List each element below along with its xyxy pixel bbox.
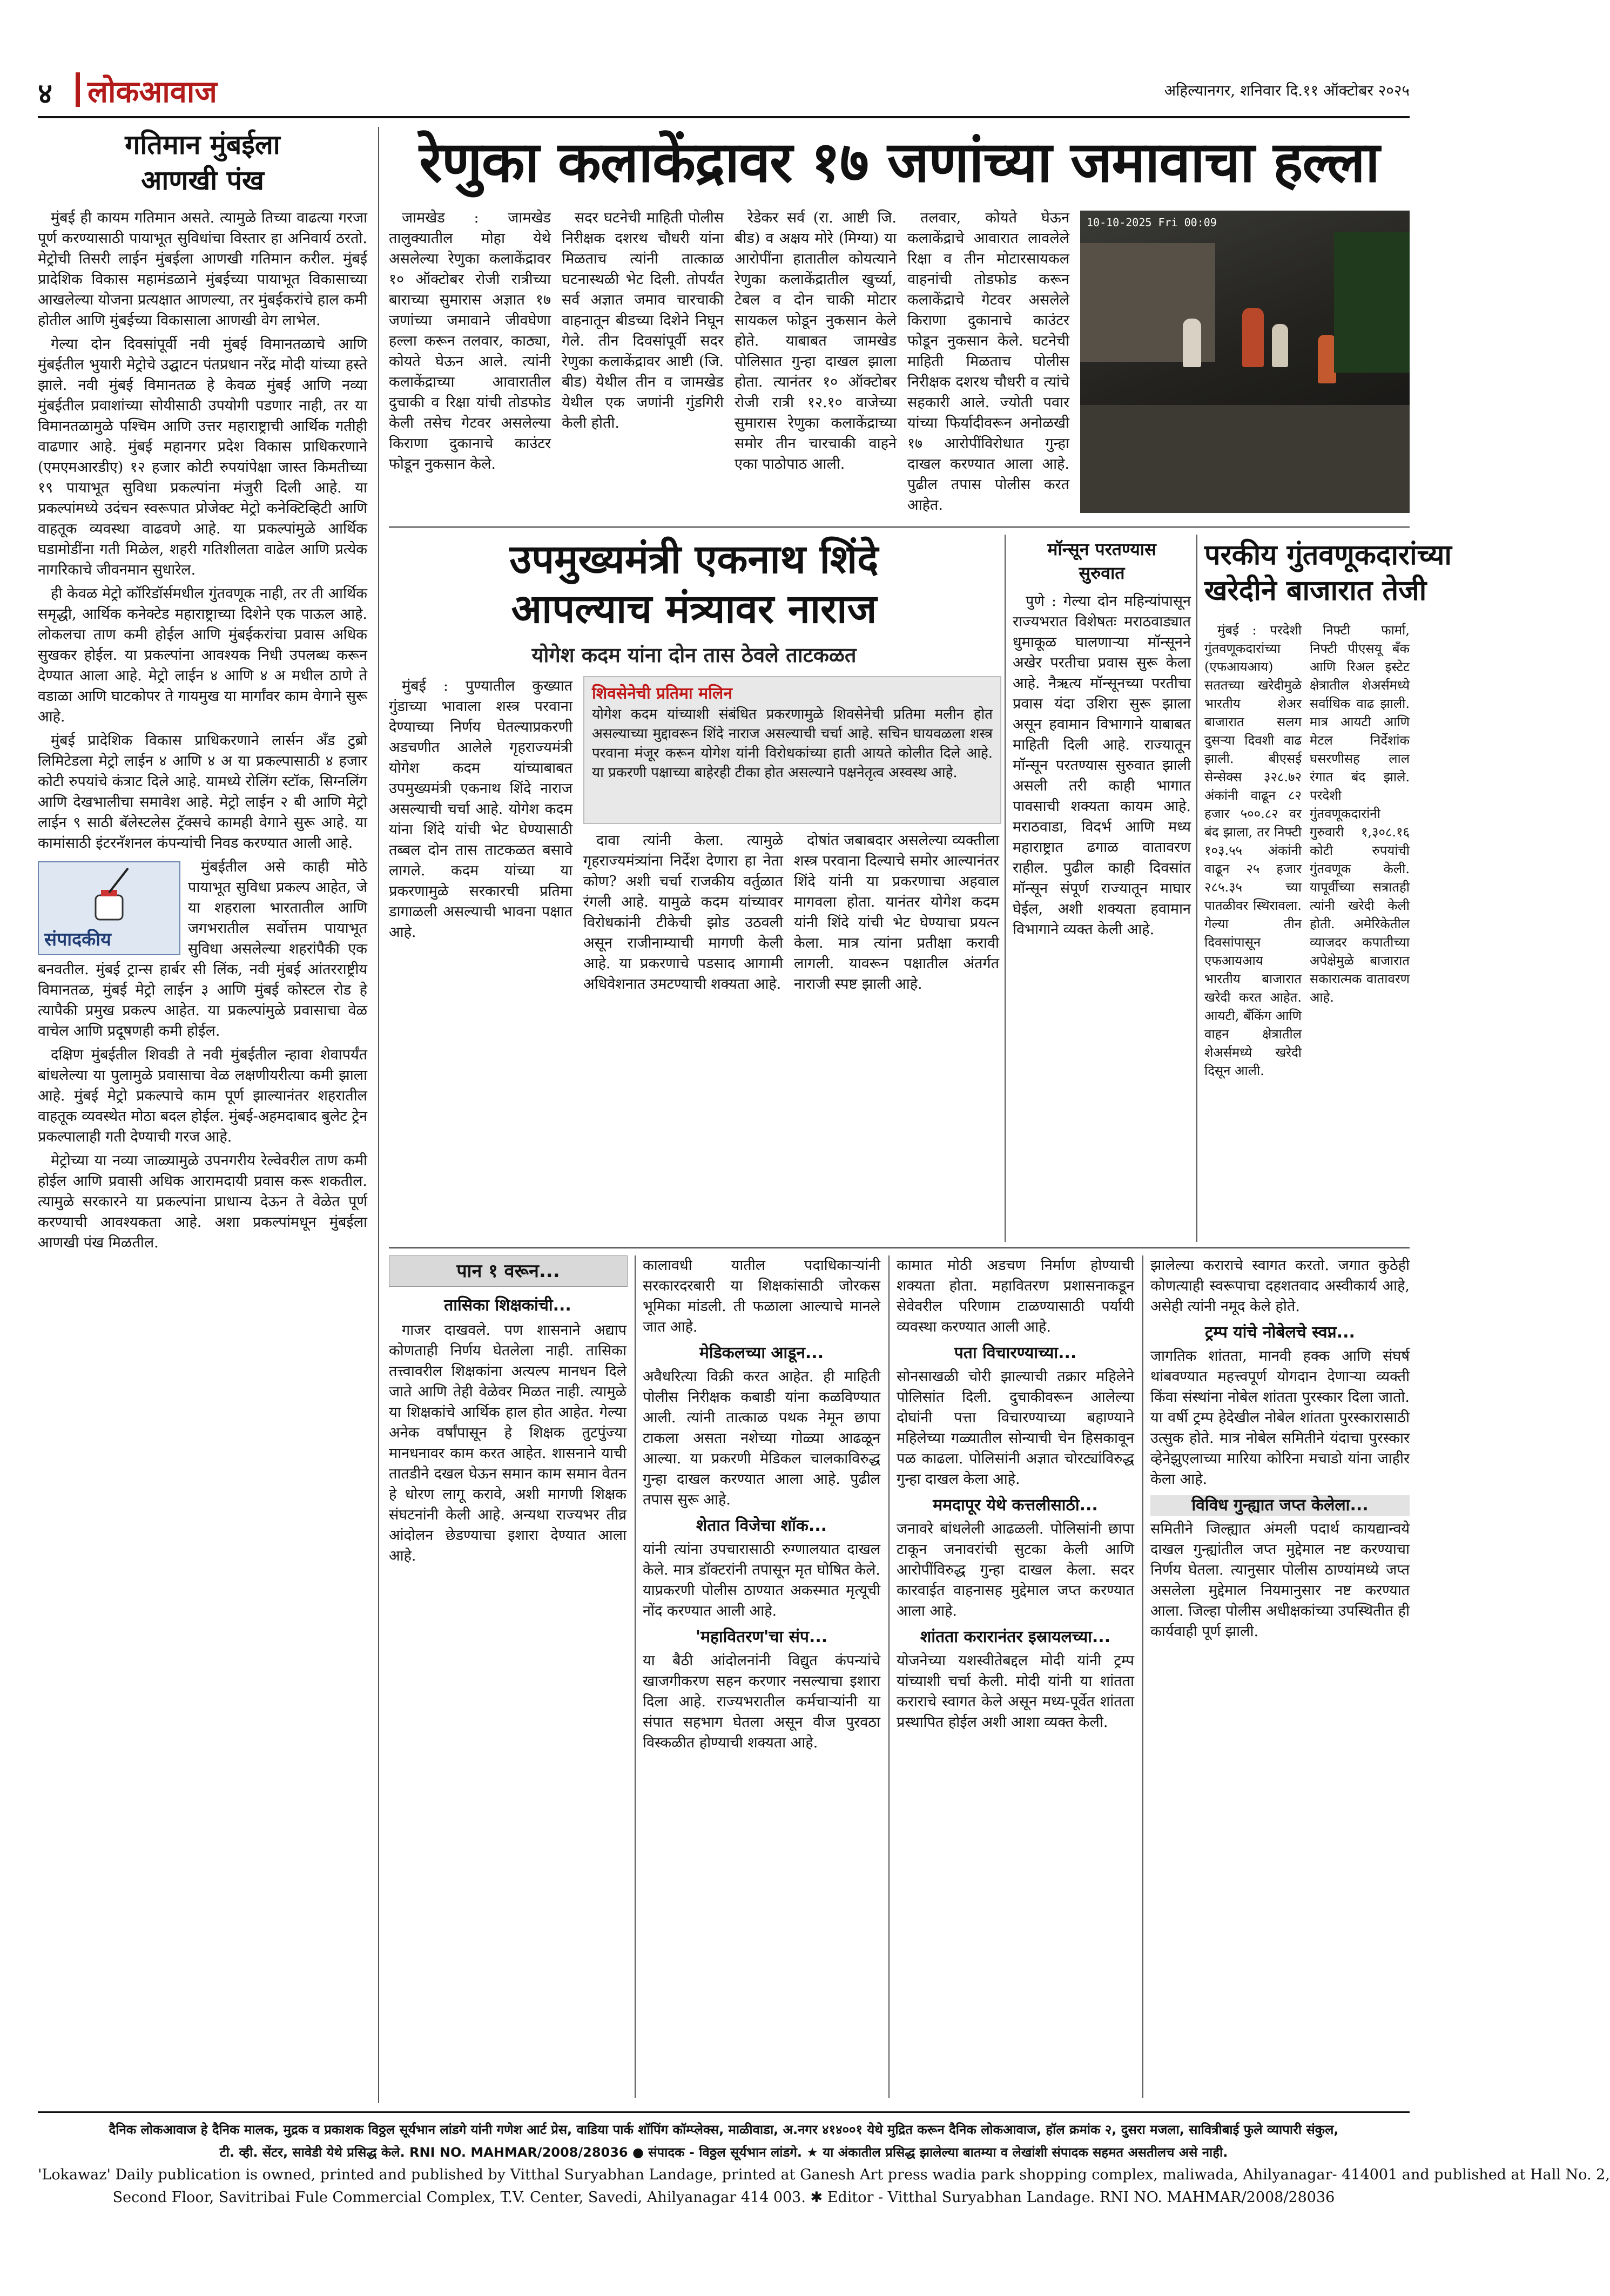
editorial-paragraph: मुंबई प्रादेशिक विकास प्राधिकरणाने लार्सन अँड टुब्रो लिमिटेडला मेट्रो लाईन ४ आणि ४ अ या प्रकल्पासाठी ४ हजार कोटी रुपयांचे कंत्राट दिले आहे. यामध्ये रोलिंग स्टॉक, सिग्नलिंग आणि देखभालीचा समावेश आहे. मेट्रो लाईन २ बी आणि मेट्रो लाईन ९ साठी बॅलेस्टलेस ट्रॅक्सचे कामही वेगाने सुरू आहे. या कामांसाठी इंटरनॅशनल कंपन्यांची निवड करण्यात आली आहे. [38,732,367,852]
continuation-label [389,1255,628,1287]
fi-col-1 [1204,621,1302,1237]
shinde-paragraph: दोषांत जबाबदार असलेल्या व्यक्तीला शस्त्र परवाना दिल्याचे समोर आल्यानंतर शिंदे यांनी या प्रकरणाचा अहवाल मागवला होता. यानंतर योगेश कदम यांनी शिंदे यांची भेट घेण्याचा प्रयत्न केला. मात्र त्यांना प्रतीक्षा करावी लागली. यावरून पक्षातील अंतर्गत नाराजी स्पष्ट झाली आहे. [794,832,999,992]
cont-paragraph: कामात मोठी अडचण निर्माण होण्याची शक्यता होता. महावितरण प्रशासनाकडून सेवेवरील परिणाम टाळण्यासाठी पर्यायी व्यवस्था करण्यात आली आहे. [897,1257,1134,1335]
editorial-logo [38,861,180,955]
cont-col-1 [389,1293,627,2098]
imprint-line-1: दैनिक लोकआवाज हे दैनिक मालक, मुद्रक व प्रकाशक विठ्ठल सूर्यभान लांडगे यांनी गणेश आर्ट प्रेस, वाडिया पार्क शॉपिंग कॉम्प्लेक्स, माळीवाडा, अ.नगर ४१४००१ येथे मुद्रित करून दैनिक लोकआवाज, हॉल क्रमांक २, दुसरा मजला, सावित्रीबाई फुले व्यापारी संकुल, [109,2122,1339,2137]
inkpot-pen-icon [77,866,142,930]
shinde-sidebar [583,676,1001,824]
editorial-paragraph: मुंबई ही कायम गतिमान असते. त्यामुळे तिच्या वाढत्या गरजा पूर्ण करण्यासाठी पायाभूत सुविधांचा विस्तार हा अनिवार्य ठरतो. मेट्रोची तिसरी लाईन मुंबईला आणखी गतिमान करील. मुंबई प्रादेशिक विकास महामंडळाने मुंबईच्या पायाभूत विकासाच्या आखलेल्या योजना प्रत्यक्षात आणल्या, तर मुंबईकरांचे हाल कमी होतील आणि मुंबईच्या विकासाला आणखी वेग लाभेल. [38,210,367,329]
shinde-headline-line2: आपल्याच मंत्र्यावर नाराज [511,586,877,632]
lead-paragraph: रेडेकर सर्व (रा. आष्टी जि. बीड) व अक्षय मोरे (मिग्या) या आरोपींना हातातील कोयत्याने रेणुका कलाकेंद्रातील खुर्च्या, टेबल व दोन चाकी मोटार सायकल फोडून नुकसान केले होते. याबाबत जामखेड पोलिसात गुन्हा दाखल झाला होता. त्यानंतर १० ऑक्टोबर रोजी रात्री १२.१० वाजेच्या सुमारास रेणुका कलाकेंद्राच्या समोर तीन चारचाकी वाहने एका पाठोपाठ आली. [735,210,897,472]
continuation-section [389,1255,1410,2103]
shinde-headline [389,535,999,634]
cont-col-2 [643,1255,880,2098]
paper-name: लोकआवाज [87,75,217,110]
shinde-paragraph: मुंबई : पुण्यातील कुख्यात गुंडाच्या भावाला शस्त्र परवाना देण्याच्या निर्णय घेतल्याप्रकरणी अडचणीत आलेले गृहराज्यमंत्री योगेश कदम यांच्याबाबत उपमुख्यमंत्री एकनाथ शिंदे नाराज असल्याची चर्चा आहे. योगेश कदम यांना शिंदे यांची भेट घेण्यासाठी तब्बल दोन तास ताटकळत बसावे लागले. कदम यांच्या या प्रकरणामुळे सरकारची प्रतिमा डागाळली असल्याची भावना पक्षात आहे. [389,678,572,941]
cont-title: ट्रम्प यांचे नोबेलचे स्वप्न... [1205,1323,1355,1342]
fi-paragraph: निफ्टी फार्मा, निफ्टी पीएसयू बँक आणि रिअल इस्टेट क्षेत्रातील शेअर्समध्ये सर्वाधिक वाढ झाली. मात्र आयटी आणि मेटल निर्देशांक घसरणीसह लाल रंगात बंद झाले. परदेशी गुंतवणूकदारांनी गुरुवारी १,३०८.१६ कोटी रुपयांची गुंतवणूक केली. यापूर्वीच्या सत्रातही त्यांनी खरेदी केली होती. अमेरिकेतील व्याजदर कपातीच्या अपेक्षेमुळे बाजारात सकारात्मक वातावरण आहे. [1310,623,1410,1005]
shinde-col-2 [583,830,783,1238]
imprint-line-4: Second Floor, Savitribai Fule Commercial Complex, T.V. Center, Savedi, Ahilyanagar 414 003. ✱ Editor - Vitthal Suryabhan Landage. RNI NO. MAHMAR/2008/28036 [112,2189,1335,2206]
continuation-label-text: पान १ वरून... [456,1260,560,1282]
shinde-paragraph: दावा त्यांनी केला. त्यामुळे गृहराज्यमंत्र्यांना निर्देश देणारा हा नेता कोण? अशी चर्चा राजकीय वर्तुळात रंगली आहे. यामुळे कदम यांच्यावर विरोधकांनी टीकेची झोड उठवली असून राजीनाम्याची मागणी केली आहे. या प्रकरणाचे पडसाद आगामी अधिवेशनात उमटण्याची शक्यता आहे. [583,832,783,992]
cont-col-3 [897,1255,1134,2098]
editorial-title-line2: आणखी पंख [141,165,264,196]
cont-paragraph: सोनसाखळी चोरी झाल्याची तक्रार महिलेने पोलिसांत दिली. दुचाकीवरून आलेल्या दोघांनी पत्ता विचारण्याच्या बहाण्याने महिलेच्या गळ्यातील सोन्याची चेन हिसकावून पळ काढला. पोलिसांनी अज्ञात चोरट्यांविरुद्ध गुन्हा दाखल केला आहे. [897,1368,1134,1488]
editorial-title-line1: गतिमान मुंबईला [125,129,280,160]
editorial-paragraph: मेट्रोच्या या नव्या जाळ्यामुळे उपनगरीय रेल्वेवरील ताण कमी होईल आणि प्रवासी अधिक आरामदायी प्रवास करू शकतील. त्यामुळे सरकारने या प्रकल्पांना प्राधान्य देऊन ते वेळेत पूर्ण करण्याची आवश्यकता आहे. अशा प्रकल्पांमधून मुंबईला आणखी पंख मिळतील. [38,1152,367,1251]
page-number: ४ [38,78,53,110]
lead-col-1 [389,208,551,516]
cont-col-4 [1150,1255,1410,2098]
imprint-line-3: 'Lokawaz' Daily publication is owned, printed and published by Vitthal Suryabhan Landage, printed at Ganesh Art press wadia park shopping complex, maliwada, Ahilyanagar- 414001 and published at Hall No. 2, [38,2166,1610,2183]
editorial-body [38,208,367,2103]
lead-paragraph: तलवार, कोयते घेऊन कलाकेंद्राचे आवारात लावलेले रिक्षा व तीन मोटारसायकल वाहनांची तोडफोड करून कलाकेंद्राचे गेटवर असलेले किराणा दुकानाचे काउंटर फोडून नुकसान केले. घटनेची माहिती मिळताच पोलीस निरीक्षक दशरथ चौधरी व त्यांचे सहकारी आले. ज्योती पवार यांच्या फिर्यादीवरून अनोळखी १७ आरोपींविरोधात गुन्हा दाखल करण्यात आला आहे. पुढील तपास पोलीस करत आहेत. [907,210,1069,514]
monsoon-title-line2: सुरुवात [1079,563,1125,583]
cont-title: 'महावितरण'चा संप... [695,1628,828,1646]
monsoon-body-col [1013,591,1191,1239]
cont-paragraph: योजनेच्या यशस्वीतेबद्दल मोदी यांनी ट्रम्प यांच्याशी चर्चा केली. मोदी यांनी या शांतता कराराचे स्वागत केले असून मध्य-पूर्वेत शांतता प्रस्थापित होईल अशी आशा व्यक्त केली. [897,1652,1134,1731]
monsoon-title-line1: मॉन्सून परतण्यास [1047,539,1156,559]
lead-col-3 [735,208,897,516]
masthead [38,70,1410,113]
imprint-line-2: टी. व्ही. सेंटर, सावेडी येथे प्रसिद्ध केले. RNI NO. MAHMAR/2008/28036 ● संपादक - विठ्ठल सूर्यभान लांडगे. ★ या अंकातील प्रसिद्ध झालेल्या बातम्या व लेखांशी संपादक सहमत असतीलच असे नाही. [219,2145,1228,2160]
cont-title: पता विचारण्याच्या... [954,1343,1077,1362]
cont-paragraph: अवैधरित्या विक्री करत आहेत. ही माहिती पोलीस निरीक्षक कबाडी यांना कळविण्यात आली. त्यांनी तात्काळ पथक नेमून छापा टाकला असता नशेच्या गोळ्या आढळून आल्या. या प्रकरणी मेडिकल चालकाविरुद्ध गुन्हा दाखल करण्यात आला आहे. पुढील तपास सुरू आहे. [643,1368,880,1508]
cont-paragraph: झालेल्या कराराचे स्वागत करतो. जगात कुठेही कोणत्याही स्वरूपाचा दहशतवाद अस्वीकार्य आहे, असेही त्यांनी नमूद केले होते. [1150,1257,1410,1315]
editorial-title [38,127,367,198]
cont-title: मेडिकलच्या आडून... [699,1343,824,1362]
lead-paragraph: जामखेड : जामखेड तालुक्यातील मोहा येथे असलेल्या रेणुका कलाकेंद्रावर १० ऑक्टोबर रोजी रात्रीच्या बाराच्या सुमारास अज्ञात १७ जणांच्या जमावाने जीवघेणा हल्ला करून तलवार, काठ्या, कोयते घेऊन आले. त्यांनी कलाकेंद्राच्या आवारातील दुचाकी व रिक्षा यांची तोडफोड केली तसेच गेटवर असलेल्या किराणा दुकानाचे काउंटर फोडून नुकसान केले. [389,210,551,472]
cont-paragraph: जागतिक शांतता, मानवी हक्क आणि संघर्ष थांबवण्यात महत्त्वपूर्ण योगदान देणाऱ्या व्यक्ती किंवा संस्थांना नोबेल शांतता पुरस्कार दिला जातो. या वर्षी ट्रम्प हेदेखील नोबेल शांतता पुरस्कारासाठी उत्सुक होते. मात्र नोबेल समितीने यंदाचा पुरस्कार व्हेनेझुएलाच्या मारिया कोरिना मचाडो यांना जाहीर केला आहे. [1150,1348,1410,1488]
fi-paragraph: मुंबई : परदेशी गुंतवणूकदारांच्या (एफआयआय) सततच्या खरेदीमुळे भारतीय शेअर बाजारात सलग दुसऱ्या दिवशी वाढ झाली. बीएसई सेन्सेक्स ३२८.७२ अंकांनी वाढून ८२ हजार ५००.८२ वर बंद झाला, तर निफ्टी १०३.५५ अंकांनी वाढून २५ हजार २८५.३५ च्या पातळीवर स्थिरावला. गेल्या तीन दिवसांपासून एफआयआय भारतीय बाजारात खरेदी करत आहेत. आयटी, बँकिंग आणि वाहन क्षेत्रातील शेअर्समध्ये खरेदी दिसून आली. [1204,623,1302,1078]
cont-title: शेतात विजेचा शॉक... [696,1516,827,1535]
fi-col-2 [1310,621,1410,1237]
editorial-paragraph: गेल्या दोन दिवसांपूर्वी नवी मुंबई विमानतळाचे आणि मुंबईतील भुयारी मेट्रोचे उद्घाटन पंतप्रधान नरेंद्र मोदी यांच्या हस्ते झाले. नवी मुंबई विमानतळ हे केवळ मुंबई आणि नव्या मुंबईतील प्रवाशांच्या सोयीसाठी उपयोगी पडणार नाही, तर या विमानतळामुळे पश्चिम आणि उत्तर महाराष्ट्राची आर्थिक गतीही वाढणार आहे. मुंबई महानगर प्रदेश विकास प्राधिकरणाने (एमएमआरडीए) १२ हजार कोटी रुपयांपेक्षा जास्त किमतीच्या १९ पायाभूत सुविधा प्रकल्पांना मंजुरी दिली आहे. या प्रकल्पांमध्ये उदंचन स्वरूपात प्रोजेक्ट मेट्रो कनेक्टिव्हिटी आणि वाहतूक व्यवस्था वाढवणे आहे. या प्रकल्पांमुळे आर्थिक घडामोडींना गती मिळेल, शहरी गतिशीलता वाढेल आणि प्रत्येक नागरिकाचे जीवनमान सुधारेल. [38,336,367,578]
editorial-paragraph: ही केवळ मेट्रो कॉरिडॉर्समधील गुंतवणूक नाही, तर ती आर्थिक समृद्धी, आर्थिक कनेक्टेड महाराष्ट्राच्या दिशेने एक पाऊल आहे. लोकलचा ताण कमी होईल आणि मुंबईकरांचा प्रवास अधिक सुखकर होईल. या प्रकल्पांना आवश्यक निधी उपलब्ध करून देण्यात आला आहे. मेट्रो लाईन ४ आणि ४ अ मधील ठाणे ते वडाळा आणि घाटकोपर ते गायमुख या मार्गांवर काम वेगाने सुरू आहे. [38,585,367,725]
lead-col-2 [562,208,724,516]
sidebar-title: शिवसेनेची प्रतिमा मलिन [592,684,732,703]
lead-headline: रेणुका कलाकेंद्रावर १७ जणांच्या जमावाचा हल्ला [419,129,1379,195]
shinde-deck: योगेश कदम यांना दोन तास ठेवले ताटकळत [531,643,857,667]
fi-headline-line1: परकीय गुंतवणूकदारांच्या [1204,539,1452,571]
dateline: अहिल्यानगर, शनिवार दि.११ ऑक्टोबर २०२५ [1164,82,1410,99]
cont-paragraph: यांनी त्यांना उपचारासाठी रुग्णालयात दाखल केले. मात्र डॉक्टरांनी तपासून मृत घोषित केले. याप्रकरणी पोलीस ठाण्यात अकस्मात मृत्यूची नोंद करण्यात आली आहे. [643,1541,880,1619]
editorial [38,127,367,2103]
lead-paragraph: सदर घटनेची माहिती पोलीस निरीक्षक दशरथ चौधरी यांना मिळताच त्यांनी तात्काळ घटनास्थळी भेट दिली. तोपर्यंत सर्व अज्ञात जमाव चारचाकी वाहनातून बीडच्या दिशेने निघून गेले. तीन दिवसांपूर्वी सदर रेणुका कलाकेंद्रावर आष्टी (जि. बीड) येथील तीन व जामखेड येथील एक जणांनी गुंडगिरी केली होती. [562,210,724,431]
sidebar-body: योगेश कदम यांच्याशी संबंधित प्रकरणामुळे शिवसेनेची प्रतिमा मलीन होत असल्याच्या मुद्दावरून शिंदे नाराज असल्याची चर्चा आहे. सचिन घायवळला शस्त्र परवाना मंजूर करून योगेश यांनी विरोधकांच्या हाती आयते कोलीत दिले आहे. या प्रकरणी पक्षाच्या बाहेरही टीका होत असल्याने पक्षनेतृत्व अस्वस्थ आहे. [592,706,993,781]
shinde-story [389,535,999,1242]
cont-paragraph: या बैठी आंदोलनांनी विद्युत कंपन्यांचे खाजगीकरण सहन करणार नसल्याचा इशारा दिला आहे. राज्यभरातील कर्मचाऱ्यांनी या संपात सहभाग घेतला असून वीज पुरवठा विस्कळीत होण्याची शक्यता आहे. [643,1652,880,1751]
lead-story [389,127,1410,521]
editorial-paragraph: मुंबईतील असे काही मोठे पायाभूत सुविधा प्रकल्प आहेत, जे या शहराला भारतातील आणि जगभरातील सर्वोत्तम पायाभूत सुविधा असलेल्या शहरांपैकी एक बनवतील. मुंबई ट्रान्स हार्बर सी लिंक, नवी मुंबई आंतरराष्ट्रीय विमानतळ, मुंबई मेट्रो लाईन ३ आणि मुंबई कोस्टल रोड हे त्यापैकी प्रमुख प्रकल्प आहेत. या प्रकल्पांमुळे प्रवासाचा वेळ वाचेल आणि प्रदूषणही कमी होईल. [38,859,367,1039]
fi-headline-line2: खरेदीने बाजारात तेजी [1204,575,1427,607]
cont-paragraph: गाजर दाखवले. पण शासनाने अद्याप कोणताही निर्णय घेतलेला नाही. तासिका तत्त्वावरील शिक्षकांना अत्यल्प मानधन दिले जाते आणि तेही वेळेवर मिळत नाही. त्यामुळे या शिक्षकांचे आर्थिक हाल होत आहेत. गेल्या अनेक वर्षांपासून हे शिक्षक तुटपुंज्या मानधनावर काम करत आहेत. शासनाने याची तातडीने दखल घेऊन समान काम समान वेतन हे धोरण लागू करावे, अशी मागणी शिक्षक संघटनांनी केली आहे. अन्यथा राज्यभर तीव्र आंदोलन छेडण्याचा इशारा देण्यात आला आहे. [389,1322,627,1564]
cont-paragraph: समितीने जिल्ह्यात अंमली पदार्थ कायद्यान्वये दाखल गुन्ह्यांतील जप्त मुद्देमाल नष्ट करण्याचा निर्णय घेतला. त्यानुसार पोलीस ठाण्यांमध्ये जप्त असलेला मुद्देमाल नियमानुसार नष्ट करण्यात आला. जिल्हा पोलीस अधीक्षकांच्या उपस्थितीत ही कार्यवाही पूर्ण झाली. [1150,1521,1410,1640]
imprint-footer [38,2111,1610,2232]
cont-title: शांतता करारानंतर इस्रायलच्या... [920,1628,1111,1646]
cont-paragraph: कालावधी यातील पदाधिकाऱ्यांनी सरकारदरबारी या शिक्षकांसाठी जोरकस भूमिका मांडली. ती फळाला आल्याचे मानले जात आहे. [643,1257,880,1335]
cctv-photo [1080,211,1410,513]
editorial-paragraph: दक्षिण मुंबईतील शिवडी ते नवी मुंबईतील न्हावा शेवापर्यंत बांधलेल्या या पुलामुळे प्रवासाचा वेळ लक्षणीयरीत्या कमी झाला आहे. मुंबई मेट्रो प्रकल्पाचे काम पूर्ण झाल्यानंतर शहरातील वाहतूक व्यवस्थेत मोठा बदल होईल. मुंबई-अहमदाबाद बुलेट ट्रेन प्रकल्पालाही गती देण्याची गरज आहे. [38,1046,367,1145]
editorial-logo-label: संपादकीय [44,929,111,950]
cont-title: विविध गुन्ह्यात जप्त केलेला... [1150,1495,1410,1516]
cont-title: तासिका शिक्षकांची... [444,1296,571,1315]
shinde-col-3 [794,830,999,1238]
monsoon-body: पुणे : गेल्या दोन महिन्यांपासून राज्यभरात विशेषतः मराठवाड्यात धुमाकूळ घालणाऱ्या मॉन्सूनने अखेर परतीचा प्रवास सुरू केला आहे. नैऋत्य मॉन्सूनच्या परतीचा प्रवास यंदा उशिरा सुरू झाला असून हवामान विभागाने याबाबत माहिती दिली आहे. राज्यातून मॉन्सून परतण्यास सुरुवात झाली असली तरी काही भागात पावसाची शक्यता कायम आहे. मराठवाडा, विदर्भ आणि मध्य महाराष्ट्रात ढगाळ वातावरण राहील. पुढील काही दिवसांत मॉन्सून संपूर्ण राज्यातून माघार घेईल, अशी शक्यता हवामान विभागाने व्यक्त केली आहे. [1013,593,1191,938]
cont-paragraph: जनावरे बांधलेली आढळली. पोलिसांनी छापा टाकून जनावरांची सुटका केली आणि आरोपींविरुद्ध गुन्हा दाखल केला. सदर कारवाईत वाहनासह मुद्देमाल जप्त करण्यात आला आहे. [897,1521,1134,1619]
cont-title: ममदापूर येथे कत्तलीसाठी... [933,1496,1098,1515]
photo-timestamp: 10-10-2025 Fri 00:09 [1087,216,1217,229]
shinde-col-1 [389,676,572,1238]
monsoon-story [1013,537,1191,1239]
shinde-headline-line1: उपमुख्यमंत्री एकनाथ शिंदे [509,536,879,583]
lead-col-4 [907,208,1069,516]
